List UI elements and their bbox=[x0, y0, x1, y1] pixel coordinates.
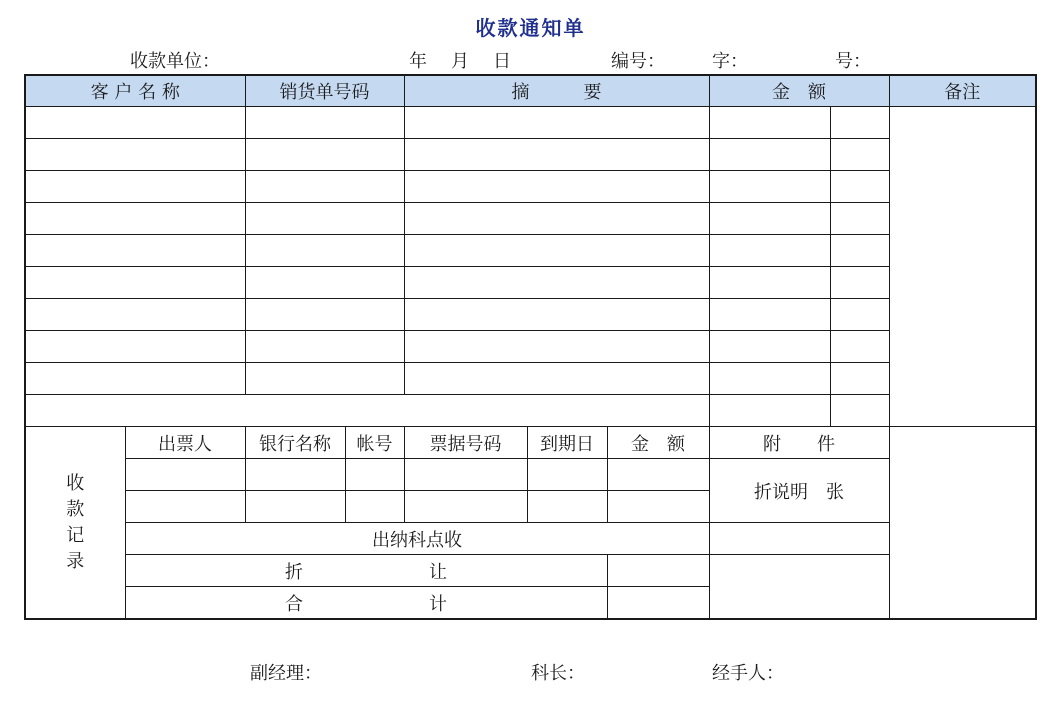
day-label: 日 bbox=[493, 51, 511, 72]
customer-name-header: 客 户 名 称 bbox=[25, 75, 245, 107]
cashier-receipt-label: 出纳科点收 bbox=[125, 523, 709, 555]
amount-sub-cell[interactable] bbox=[830, 203, 889, 235]
total-amount-cell[interactable] bbox=[607, 587, 709, 620]
column-header-row bbox=[25, 75, 1036, 107]
discount-label: 折 让 bbox=[125, 555, 607, 587]
receipt-amount-header: 金 额 bbox=[607, 427, 709, 459]
serial-label: 编号： bbox=[611, 51, 665, 72]
table-row bbox=[25, 107, 1036, 139]
summary-cell[interactable] bbox=[404, 107, 709, 139]
due-date-cell[interactable] bbox=[527, 459, 607, 491]
invoice-number-cell[interactable] bbox=[245, 171, 404, 203]
table-row bbox=[25, 363, 1036, 395]
summary-total-blank[interactable] bbox=[709, 555, 889, 620]
bank-cell[interactable] bbox=[245, 459, 345, 491]
receipt-amount-cell[interactable] bbox=[607, 491, 709, 523]
customer-cell[interactable] bbox=[25, 299, 245, 331]
table-row bbox=[25, 171, 1036, 203]
attachment-header: 附 件 bbox=[709, 427, 889, 459]
receipt-remark-blank[interactable] bbox=[889, 459, 1036, 620]
receipt-remark-cell[interactable] bbox=[889, 427, 1036, 459]
amount-sub-cell[interactable] bbox=[830, 139, 889, 171]
customer-cell[interactable] bbox=[25, 203, 245, 235]
year-label: 年 bbox=[409, 51, 427, 72]
bank-cell[interactable] bbox=[245, 491, 345, 523]
amount-header: 金 额 bbox=[709, 75, 889, 107]
char-label: 字： bbox=[712, 51, 748, 72]
drawer-header: 出票人 bbox=[125, 427, 245, 459]
payer-label: 收款单位： bbox=[130, 51, 220, 72]
amount-sub-cell[interactable] bbox=[830, 363, 889, 395]
discount-row bbox=[25, 555, 1036, 587]
summary-cell[interactable] bbox=[404, 171, 709, 203]
cashier-row bbox=[25, 523, 1036, 555]
invoice-number-cell[interactable] bbox=[245, 139, 404, 171]
receipt-notice-table bbox=[24, 74, 1037, 620]
invoice-number-cell[interactable] bbox=[245, 331, 404, 363]
summary-header: 摘 要 bbox=[404, 75, 709, 107]
invoice-number-header: 销货单号码 bbox=[245, 75, 404, 107]
summary-cell[interactable] bbox=[404, 299, 709, 331]
summary-cell[interactable] bbox=[404, 139, 709, 171]
amount-cell[interactable] bbox=[709, 267, 830, 299]
invoice-number-cell[interactable] bbox=[245, 235, 404, 267]
amount-sub-cell[interactable] bbox=[830, 235, 889, 267]
table-row bbox=[25, 235, 1036, 267]
invoice-number-cell[interactable] bbox=[245, 107, 404, 139]
amount-sub-cell[interactable] bbox=[830, 395, 889, 427]
receipt-record-label bbox=[25, 427, 125, 620]
bank-name-header: 银行名称 bbox=[245, 427, 345, 459]
invoice-number-cell[interactable] bbox=[245, 203, 404, 235]
table-row bbox=[25, 299, 1036, 331]
summary-cell[interactable] bbox=[404, 235, 709, 267]
customer-cell[interactable] bbox=[25, 331, 245, 363]
form-title: 收款通知单 bbox=[475, 16, 586, 40]
section-chief-label: 科长： bbox=[531, 663, 585, 684]
amount-cell[interactable] bbox=[709, 299, 830, 331]
amount-cell[interactable] bbox=[709, 235, 830, 267]
amount-sub-cell[interactable] bbox=[830, 107, 889, 139]
amount-sub-cell[interactable] bbox=[830, 299, 889, 331]
account-cell[interactable] bbox=[345, 491, 404, 523]
invoice-number-cell[interactable] bbox=[245, 267, 404, 299]
amount-sub-cell[interactable] bbox=[830, 267, 889, 299]
amount-sub-cell[interactable] bbox=[830, 331, 889, 363]
drawer-cell[interactable] bbox=[125, 459, 245, 491]
attachment-note: 折说明 张 bbox=[709, 459, 889, 523]
customer-cell[interactable] bbox=[25, 267, 245, 299]
summary-cell[interactable] bbox=[404, 363, 709, 395]
handler-label: 经手人： bbox=[712, 663, 784, 684]
amount-cell[interactable] bbox=[709, 171, 830, 203]
summary-cell[interactable] bbox=[404, 267, 709, 299]
remark-header: 备注 bbox=[889, 75, 1036, 107]
summary-cell[interactable] bbox=[404, 203, 709, 235]
customer-cell[interactable] bbox=[25, 235, 245, 267]
amount-sub-cell[interactable] bbox=[830, 171, 889, 203]
summary-cell[interactable] bbox=[404, 331, 709, 363]
due-date-header: 到期日 bbox=[527, 427, 607, 459]
bill-number-cell[interactable] bbox=[404, 491, 527, 523]
bill-number-header: 票据号码 bbox=[404, 427, 527, 459]
amount-cell[interactable] bbox=[709, 203, 830, 235]
customer-cell[interactable] bbox=[25, 171, 245, 203]
table-row bbox=[25, 459, 1036, 491]
receipt-amount-cell[interactable] bbox=[607, 459, 709, 491]
invoice-number-cell[interactable] bbox=[245, 363, 404, 395]
amount-cell[interactable] bbox=[709, 331, 830, 363]
table-row bbox=[25, 139, 1036, 171]
remark-cell[interactable] bbox=[889, 107, 1036, 427]
merged-blank-cell[interactable] bbox=[25, 395, 709, 427]
drawer-cell[interactable] bbox=[125, 491, 245, 523]
receipt-header-row bbox=[25, 427, 1036, 459]
account-header: 帐号 bbox=[345, 427, 404, 459]
table-row bbox=[25, 203, 1036, 235]
customer-cell[interactable] bbox=[25, 107, 245, 139]
cashier-value-cell[interactable] bbox=[709, 523, 889, 555]
amount-cell[interactable] bbox=[709, 139, 830, 171]
bill-number-cell[interactable] bbox=[404, 459, 527, 491]
amount-cell[interactable] bbox=[709, 107, 830, 139]
amount-cell[interactable] bbox=[709, 395, 830, 427]
account-cell[interactable] bbox=[345, 459, 404, 491]
amount-cell[interactable] bbox=[709, 363, 830, 395]
due-date-cell[interactable] bbox=[527, 491, 607, 523]
month-label: 月 bbox=[451, 51, 469, 72]
customer-cell[interactable] bbox=[25, 139, 245, 171]
table-row bbox=[25, 395, 1036, 427]
customer-cell[interactable] bbox=[25, 363, 245, 395]
discount-amount-cell[interactable] bbox=[607, 555, 709, 587]
invoice-number-cell[interactable] bbox=[245, 299, 404, 331]
table-row bbox=[25, 267, 1036, 299]
deputy-manager-label: 副经理： bbox=[250, 663, 322, 684]
num-label: 号： bbox=[835, 51, 871, 72]
table-row bbox=[25, 331, 1036, 363]
receipt-record-text: 收 款 记 录 bbox=[66, 472, 85, 572]
total-label: 合 计 bbox=[125, 587, 607, 620]
